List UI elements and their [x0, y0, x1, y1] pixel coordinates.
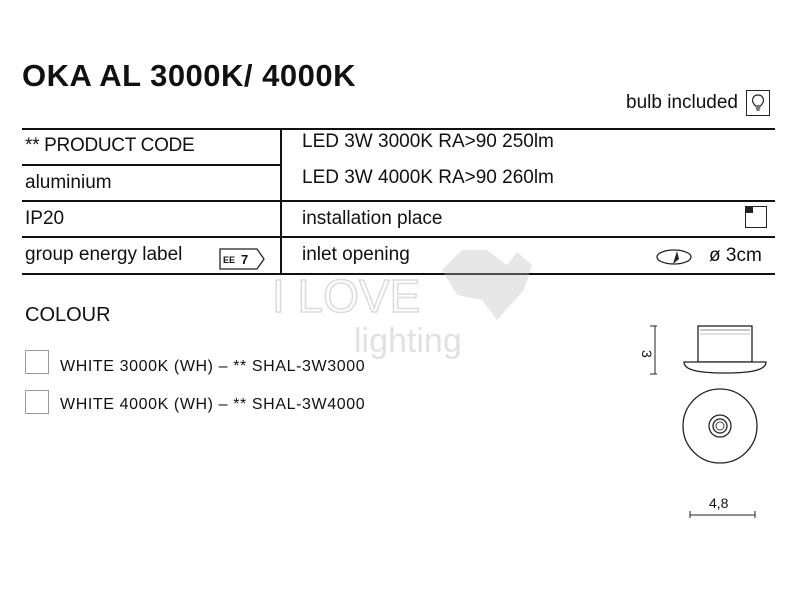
- table-divider: [22, 200, 775, 202]
- product-code-label: ** PRODUCT CODE: [25, 135, 195, 156]
- inlet-opening-label: inlet opening: [302, 244, 410, 265]
- installation-place-label: installation place: [302, 208, 443, 229]
- bulb-included-label: bulb included: [626, 92, 738, 113]
- colour-option-label: WHITE 4000K (WH) – ** SHAL-3W4000: [60, 396, 366, 413]
- energy-class-badge: [219, 248, 265, 275]
- watermark-line-1: I LOVE: [272, 270, 421, 322]
- bulb-icon: [746, 90, 770, 116]
- technical-drawing: [620, 318, 780, 528]
- colour-option-checkbox[interactable]: [25, 390, 49, 414]
- watermark-line-2: lighting: [354, 322, 462, 360]
- table-divider: [22, 164, 280, 166]
- table-top-border: [22, 128, 775, 130]
- svg-text:EE: EE: [223, 255, 236, 265]
- product-title: OKA AL 3000K/ 4000K: [22, 58, 357, 93]
- colour-option-checkbox[interactable]: [25, 350, 49, 374]
- led-spec-3000k: LED 3W 3000K RA>90 250lm: [302, 131, 554, 152]
- bulb-included-row: [626, 90, 770, 116]
- table-divider: [22, 236, 775, 238]
- ip-rating-value: IP20: [25, 208, 65, 229]
- cutout-icon: [655, 247, 695, 267]
- energy-label-text: group energy label: [25, 244, 183, 265]
- inlet-opening-value: ø 3cm: [709, 245, 762, 266]
- ceiling-installation-icon: [745, 206, 767, 228]
- material-value: aluminium: [25, 172, 112, 193]
- love-lighting-watermark: [262, 240, 542, 370]
- height-dimension-label: 3: [639, 350, 655, 358]
- led-spec-4000k: LED 3W 4000K RA>90 260lm: [302, 167, 554, 188]
- colour-option-label: WHITE 3000K (WH) – ** SHAL-3W3000: [60, 358, 366, 375]
- width-dimension-label: 4,8: [709, 495, 729, 511]
- svg-text:7: 7: [241, 252, 249, 267]
- colour-heading: COLOUR: [25, 304, 111, 326]
